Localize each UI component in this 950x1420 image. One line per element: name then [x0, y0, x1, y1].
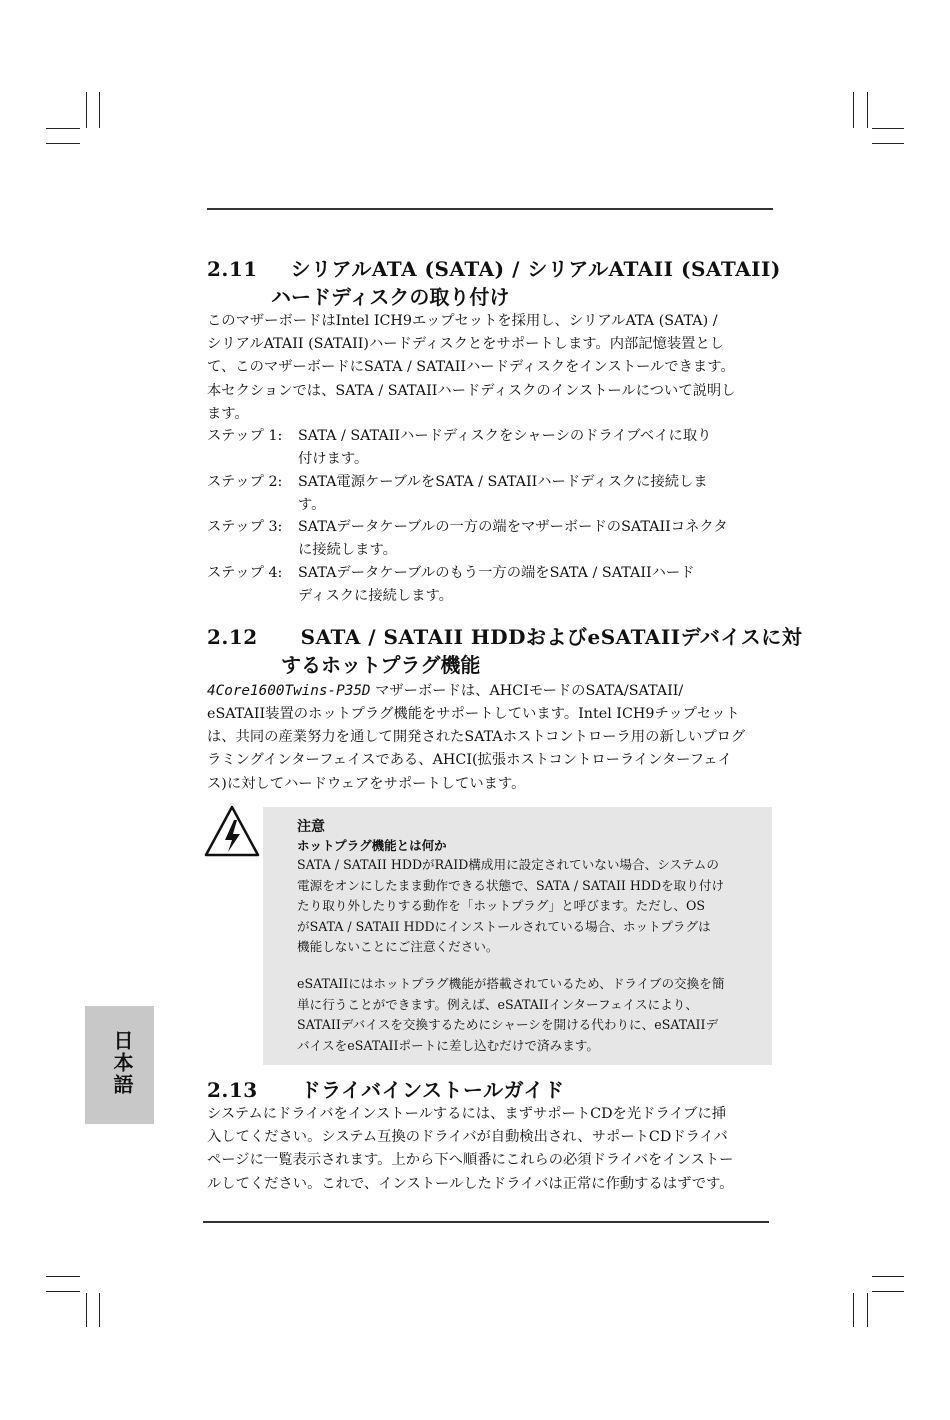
step-text: SATA / SATAIIハードディスクをシャーシのドライブベイに取り 付けます。 — [298, 428, 712, 468]
section-title: SATA / SATAII HDDおよびeSATAIIデバイスに対 — [300, 625, 803, 649]
step-text: SATAデータケーブルの一方の端をマザーボードのSATAIIコネクタ に接続します。 — [298, 519, 728, 559]
section-title-cont: するホットプラグ機能 — [281, 653, 481, 677]
note-subtitle: ホットプラグ機能とは何か — [297, 838, 447, 853]
section-heading-2-11 — [207, 254, 781, 284]
note-paragraph: SATA / SATAII HDDがRAID構成用に設定されていない場合、システムの 電源をオンにしたまま動作できる状態で、SATA / SATAII HDDを取り付け たり取り外したりする動作を「ホットプラグ」と呼びます。ただし、OS がSATA / SATAII HDDにインストールされている場合、ホットプラグは 機能しないことにご注意ください。 — [297, 857, 725, 954]
note-title: 注意 — [297, 819, 325, 835]
intro-text: マザーボードは、AHCIモードのSATA/SATAII/ — [370, 683, 684, 699]
model-name: 4Core1600Twins-P35D — [207, 683, 371, 699]
section-body-intro — [207, 680, 772, 703]
section-body: このマザーボードはIntel ICH9エップセットを採用し、シリアルATA (SATA) / シリアルATAII (SATAII)ハードディスクとをサポートします。内部記憶装置とし て、このマザーボードにSATA / SATAIIハードディスクをインストールできます。 本セクションでは、SATA / SATAIIハードディスクのインストールについて説明し ます。 — [207, 313, 736, 422]
bottom-rule — [203, 1221, 769, 1223]
top-rule — [207, 208, 773, 210]
warning-lightning-icon — [203, 804, 261, 858]
step-label: ステップ 2: — [207, 474, 283, 490]
section-title: ドライバインストールガイド — [300, 1078, 565, 1102]
step-label: ステップ 1: — [207, 428, 283, 444]
language-side-label: 日本語 — [110, 1030, 134, 1096]
section-heading-2-12 — [207, 622, 802, 652]
note-paragraph: eSATAIIにはホットプラグ機能が搭載されているため、ドライブの交換を簡 単に行うことができます。例えば、eSATAIIインターフェイスにより、 SATAIIデバイスを交換するためにシャーシを開ける代わりに、eSATAIIデ バイスをeSATAIIポートに差し込むだけで済みます。 — [297, 976, 725, 1053]
step-text: SATA電源ケーブルをSATA / SATAIIハードディスクに接続しま す。 — [298, 474, 708, 514]
section-number: 2.12 — [207, 625, 258, 649]
step-label: ステップ 3: — [207, 519, 283, 535]
section-number: 2.13 — [207, 1078, 258, 1102]
section-body: eSATAII装置のホットプラグ機能をサポートしています。Intel ICH9チップセット は、共同の産業努力を通して開発されたSATAホストコントローラ用の新しいプログ ラミングインターフェイスである、AHCI(拡張ホストコントローラインターフェイ ス)に対してハードウェアをサポートしています。 — [207, 706, 746, 792]
section-body: システムにドライバをインストールするには、まずサポートCDを光ドライブに挿 入してください。システム互換のドライバが自動検出され、サポートCDドライバ ページに一覧表示されます。上から下へ順番にこれらの必須ドライバをインストー ルしてください。これで、インストールしたドライバは正常に作動するはずです。 — [207, 1106, 734, 1192]
section-title-cont: ハードディスクの取り付け — [271, 285, 510, 309]
step-text: SATAデータケーブルのもう一方の端をSATA / SATAIIハード ディスクに接続します。 — [298, 565, 695, 605]
section-heading-2-13 — [207, 1075, 565, 1105]
section-number: 2.11 — [207, 257, 258, 281]
step-label: ステップ 4: — [207, 565, 283, 581]
section-title: シリアルATA (SATA) / シリアルATAII (SATAII) — [290, 257, 781, 281]
